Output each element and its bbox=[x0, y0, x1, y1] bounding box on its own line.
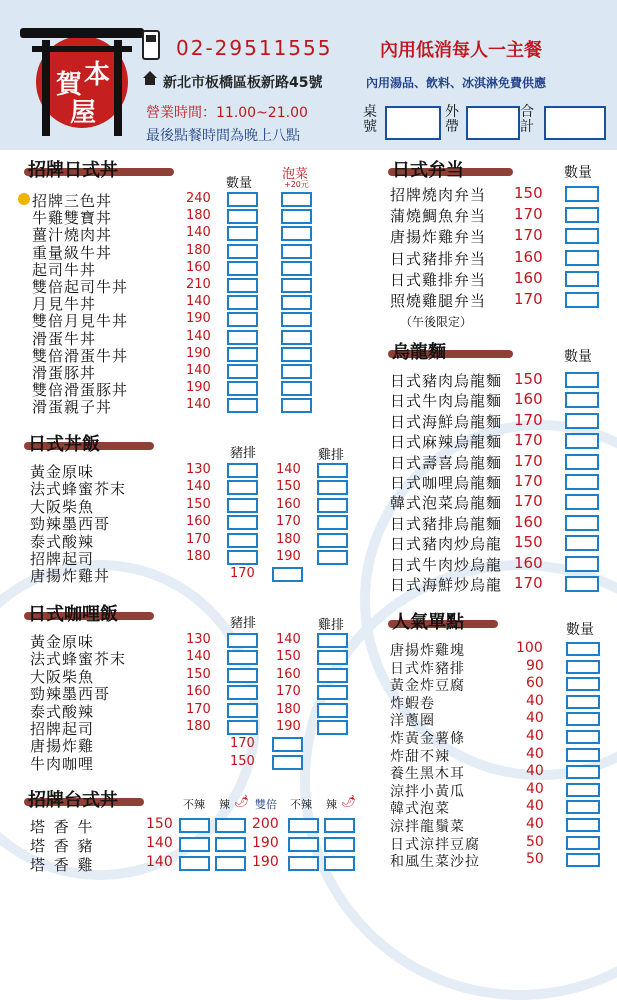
menu-item-name: 日式海鮮炒烏龍 bbox=[390, 576, 503, 594]
qty-box[interactable] bbox=[565, 556, 599, 572]
column-qty-label: 數量 bbox=[566, 622, 594, 638]
menu-item-name: 泰式酸辣 bbox=[30, 532, 95, 551]
menu-item-price: 150 bbox=[230, 753, 255, 769]
chicken-price: 170 bbox=[276, 514, 301, 530]
menu-item-price: 140 bbox=[186, 363, 211, 378]
qty-box[interactable] bbox=[566, 660, 600, 674]
qty-box[interactable] bbox=[565, 535, 599, 551]
menu-item-name: 炸蝦卷 bbox=[390, 695, 435, 712]
qty-box[interactable] bbox=[565, 372, 599, 388]
menu-item-price: 40 bbox=[526, 763, 544, 780]
chicken-price: 190 bbox=[276, 719, 301, 734]
chicken-qty-box[interactable] bbox=[317, 515, 348, 530]
menu-item-name: 重量級牛丼 bbox=[32, 243, 113, 262]
menu-item-price: 170 bbox=[514, 205, 543, 224]
business-hours: 營業時間：11.00~21.00 bbox=[146, 105, 308, 121]
menu-item-name: 起司牛丼 bbox=[32, 260, 97, 279]
menu-item-price: 100 bbox=[516, 640, 543, 656]
menu-item-name: 月見牛丼 bbox=[32, 295, 97, 314]
menu-item-name: 炸甜不辣 bbox=[390, 748, 450, 765]
menu-item-price: 170 bbox=[514, 226, 543, 245]
menu-item-name: 日式炸豬排 bbox=[390, 660, 465, 677]
column-pork-label: 豬排 bbox=[230, 616, 257, 631]
menu-item-price: 170 bbox=[514, 472, 543, 490]
column-double-label: 雙倍 bbox=[255, 798, 277, 811]
column-pork-label: 豬排 bbox=[230, 446, 257, 461]
pork-qty-box[interactable] bbox=[227, 480, 258, 495]
chicken-price: 160 bbox=[276, 496, 301, 512]
qty-box[interactable] bbox=[565, 392, 599, 408]
last-order-time: 最後點餐時間為晚上八點 bbox=[146, 128, 300, 144]
qty-box[interactable] bbox=[565, 186, 599, 202]
menu-item-price: 160 bbox=[514, 268, 543, 287]
qty-box[interactable] bbox=[272, 755, 303, 770]
chicken-qty-box[interactable] bbox=[317, 668, 348, 683]
menu-item-name: 黃金原味 bbox=[30, 463, 95, 481]
menu-item-name: 日式壽喜烏龍麵 bbox=[390, 453, 503, 472]
menu-item-name: 塔 香 豬 bbox=[30, 837, 95, 855]
chicken-price: 140 bbox=[276, 632, 301, 647]
chicken-qty-box[interactable] bbox=[317, 633, 348, 648]
chicken-price: 180 bbox=[276, 701, 301, 717]
pork-qty-box[interactable] bbox=[227, 533, 258, 548]
nospicy-qty-box[interactable] bbox=[179, 856, 210, 871]
order-field-input[interactable] bbox=[466, 106, 520, 140]
menu-item-name: 日式豬排烏龍麵 bbox=[390, 514, 503, 533]
qty-box[interactable] bbox=[565, 433, 599, 449]
torii-leg bbox=[114, 40, 122, 136]
qty-box[interactable] bbox=[566, 748, 600, 762]
qty-box[interactable] bbox=[227, 330, 258, 345]
order-field-label: 外帶 bbox=[445, 104, 459, 135]
column-kimchi-label: 泡菜 bbox=[282, 167, 309, 182]
menu-item-name: 黃金原味 bbox=[30, 633, 95, 651]
pork-qty-box[interactable] bbox=[227, 703, 258, 718]
menu-item-name: 日式涼拌豆腐 bbox=[390, 836, 480, 853]
menu-item-price: 50 bbox=[526, 833, 544, 850]
chicken-qty-box[interactable] bbox=[317, 533, 348, 548]
menu-item-name: 滑蛋豚丼 bbox=[32, 364, 97, 382]
menu-item-price: 140 bbox=[186, 328, 211, 344]
menu-item-price: 210 bbox=[186, 277, 211, 292]
menu-item-name: 日式豬肉炒烏龍 bbox=[390, 535, 503, 554]
kimchi-qty-box[interactable] bbox=[281, 261, 312, 276]
section-title-udon: 烏龍麵 bbox=[392, 342, 446, 363]
qty-box[interactable] bbox=[565, 250, 599, 266]
order-field-label: 桌號 bbox=[363, 104, 377, 135]
menu-item-name: 勁辣墨西哥 bbox=[30, 685, 111, 704]
double-spicy-qty-box[interactable] bbox=[324, 856, 355, 871]
nospicy-qty-box[interactable] bbox=[179, 818, 210, 833]
menu-item-name: 塔 香 雞 bbox=[30, 856, 95, 874]
pork-qty-box[interactable] bbox=[227, 685, 258, 700]
menu-item-name: 日式雞排弁当 bbox=[390, 270, 487, 289]
menu-item-name: 薑汁燒肉丼 bbox=[32, 226, 113, 245]
qty-box[interactable] bbox=[566, 783, 600, 797]
qty-box[interactable] bbox=[566, 818, 600, 832]
kimchi-qty-box[interactable] bbox=[281, 278, 312, 293]
menu-item-price: 140 bbox=[186, 225, 211, 241]
qty-box[interactable] bbox=[566, 642, 600, 656]
column-qty-label: 數量 bbox=[226, 176, 253, 191]
double-spicy-qty-box[interactable] bbox=[324, 818, 355, 833]
section-title-curry: 日式咖哩飯 bbox=[28, 604, 118, 625]
pork-qty-box[interactable] bbox=[227, 650, 258, 665]
kimchi-qty-box[interactable] bbox=[281, 295, 312, 310]
menu-item-price: 40 bbox=[526, 728, 544, 744]
chicken-qty-box[interactable] bbox=[317, 463, 348, 478]
section-title-donburi: 招牌日式丼 bbox=[28, 160, 118, 181]
menu-item-price: 40 bbox=[526, 710, 544, 727]
qty-box[interactable] bbox=[566, 712, 600, 726]
chicken-qty-box[interactable] bbox=[317, 498, 348, 513]
column-kimchi-note: +20元 bbox=[284, 180, 309, 189]
logo-char: 屋 bbox=[70, 98, 97, 128]
qty-box[interactable] bbox=[227, 381, 258, 396]
logo-char: 賀 bbox=[56, 70, 83, 100]
kimchi-qty-box[interactable] bbox=[281, 192, 312, 207]
menu-item-name: 招牌起司 bbox=[30, 550, 95, 568]
menu-item-name: 韓式泡菜 bbox=[390, 801, 450, 818]
menu-item-name: 雙倍起司牛丼 bbox=[32, 278, 129, 296]
kimchi-qty-box[interactable] bbox=[281, 347, 312, 362]
menu-item-price: 160 bbox=[514, 553, 543, 572]
chicken-qty-box[interactable] bbox=[317, 650, 348, 665]
min-order-tagline: 內用低消每人一主餐 bbox=[380, 40, 542, 61]
menu-item-name: 法式蜂蜜芥末 bbox=[30, 650, 127, 669]
qty-box[interactable] bbox=[227, 244, 258, 259]
menu-item-name: 日式海鮮烏龍麵 bbox=[390, 412, 503, 431]
menu-item-name: 唐揚炸雞塊 bbox=[390, 643, 465, 659]
section-title-bento: 日式弁当 bbox=[392, 160, 464, 181]
chicken-price: 150 bbox=[276, 479, 301, 495]
qty-box[interactable] bbox=[565, 576, 599, 592]
menu-item-price: 170 bbox=[514, 492, 543, 511]
menu-item-name: 日式牛肉炒烏龍 bbox=[390, 555, 503, 574]
kimchi-qty-box[interactable] bbox=[281, 226, 312, 241]
qty-box[interactable] bbox=[227, 364, 258, 379]
menu-item-price: 40 bbox=[526, 798, 544, 815]
menu-item-price: 170 bbox=[514, 410, 543, 429]
double-nospicy-qty-box[interactable] bbox=[288, 856, 319, 871]
chicken-qty-box[interactable] bbox=[317, 685, 348, 700]
qty-box[interactable] bbox=[227, 278, 258, 293]
torii-top bbox=[20, 28, 144, 38]
menu-item-name: 蒲燒鯛魚弁当 bbox=[390, 207, 487, 226]
qty-box[interactable] bbox=[227, 347, 258, 362]
menu-item-price: 170 bbox=[514, 431, 543, 450]
menu-item-name: 涼拌小黃瓜 bbox=[390, 783, 465, 800]
menu-item-name: 滑蛋親子丼 bbox=[32, 398, 113, 417]
double-price: 190 bbox=[252, 854, 279, 870]
chicken-qty-box[interactable] bbox=[317, 703, 348, 718]
section-title-sides: 人氣單點 bbox=[392, 612, 464, 633]
phone-icon bbox=[142, 30, 160, 60]
menu-item-price: 170 bbox=[230, 566, 255, 582]
menu-item-name: 養生黑木耳 bbox=[390, 766, 465, 783]
qty-box[interactable] bbox=[566, 765, 600, 779]
menu-item-price: 40 bbox=[526, 692, 544, 709]
menu-item-price: 160 bbox=[514, 247, 543, 266]
qty-box[interactable] bbox=[227, 261, 258, 276]
qty-box[interactable] bbox=[227, 192, 258, 207]
qty-box[interactable] bbox=[566, 836, 600, 850]
double-price: 190 bbox=[252, 835, 279, 851]
menu-item-name: 日式豬排弁当 bbox=[390, 249, 487, 268]
menu-item-name: 唐揚炸雞 bbox=[30, 737, 95, 756]
menu-item-price: 190 bbox=[186, 345, 211, 361]
menu-item-price: 140 bbox=[186, 294, 211, 310]
qty-box[interactable] bbox=[566, 677, 600, 691]
qty-box[interactable] bbox=[272, 567, 303, 582]
qty-box[interactable] bbox=[565, 413, 599, 429]
menu-item-price: 50 bbox=[526, 851, 544, 868]
menu-item-price: 90 bbox=[526, 657, 544, 674]
menu-item-name: 大阪柴魚 bbox=[30, 497, 95, 516]
pork-price: 140 bbox=[186, 479, 211, 495]
qty-box[interactable] bbox=[566, 853, 600, 867]
chicken-qty-box[interactable] bbox=[317, 720, 348, 735]
kimchi-qty-box[interactable] bbox=[281, 398, 312, 413]
menu-item-name: 唐揚炸雞丼 bbox=[30, 567, 111, 586]
column-nospicy-label: 不辣 bbox=[183, 798, 205, 811]
qty-box[interactable] bbox=[227, 226, 258, 241]
menu-item-name: 雙倍滑蛋牛丼 bbox=[32, 346, 129, 365]
spicy-qty-box[interactable] bbox=[215, 856, 246, 871]
kimchi-qty-box[interactable] bbox=[281, 244, 312, 259]
menu-item-price: 150 bbox=[146, 816, 173, 832]
chicken-price: 160 bbox=[276, 666, 301, 682]
pork-qty-box[interactable] bbox=[227, 720, 258, 735]
qty-box[interactable] bbox=[565, 207, 599, 223]
pork-price: 130 bbox=[186, 462, 211, 477]
qty-box[interactable] bbox=[565, 292, 599, 308]
menu-item-name: 日式麻辣烏龍麵 bbox=[390, 433, 503, 452]
menu-item-name: 雙倍滑蛋豚丼 bbox=[32, 381, 129, 400]
menu-item-name: 招牌燒肉弁当 bbox=[390, 186, 487, 204]
chicken-price: 140 bbox=[276, 462, 301, 477]
menu-item-price: 150 bbox=[514, 533, 543, 552]
chicken-price: 180 bbox=[276, 531, 301, 547]
menu-item-price: 190 bbox=[186, 311, 211, 327]
kimchi-qty-box[interactable] bbox=[281, 312, 312, 327]
menu-item-price: 140 bbox=[146, 835, 173, 851]
featured-icon bbox=[18, 193, 30, 205]
menu-item-price: 40 bbox=[526, 780, 544, 797]
menu-item-name: 涼拌龍鬚菜 bbox=[390, 819, 465, 835]
column-spicy-label: 辣 bbox=[219, 798, 230, 811]
menu-item-price: 190 bbox=[186, 380, 211, 396]
column-chicken-label: 雞排 bbox=[318, 618, 345, 633]
menu-item-price: 40 bbox=[526, 745, 544, 762]
qty-box[interactable] bbox=[565, 515, 599, 531]
address: 新北市板橋區板新路45號 bbox=[163, 75, 323, 91]
chicken-price: 170 bbox=[276, 684, 301, 700]
qty-box[interactable] bbox=[565, 271, 599, 287]
pork-qty-box[interactable] bbox=[227, 463, 258, 478]
menu-item-name: 牛雞雙寶丼 bbox=[32, 209, 113, 228]
pork-qty-box[interactable] bbox=[227, 550, 258, 565]
menu-item-price: 160 bbox=[514, 390, 543, 409]
qty-box[interactable] bbox=[565, 494, 599, 510]
home-icon bbox=[142, 70, 158, 86]
menu-item-name: 日式牛肉烏龍麵 bbox=[390, 392, 503, 411]
menu-item-price: 160 bbox=[514, 512, 543, 531]
menu-item-name: 照燒雞腿弁当 bbox=[390, 292, 487, 310]
menu-item-price: 160 bbox=[186, 259, 211, 275]
section-title-taiwan: 招牌台式丼 bbox=[28, 790, 118, 811]
pork-qty-box[interactable] bbox=[227, 633, 258, 648]
kimchi-qty-box[interactable] bbox=[281, 381, 312, 396]
pork-price: 170 bbox=[186, 531, 211, 547]
order-field-input[interactable] bbox=[544, 106, 606, 140]
phone-number: 02-29511555 bbox=[176, 36, 333, 60]
menu-item-name: 勁辣墨西哥 bbox=[30, 515, 111, 534]
torii-leg bbox=[42, 40, 50, 136]
menu-item-price: 150 bbox=[514, 370, 543, 388]
qty-box[interactable] bbox=[566, 730, 600, 744]
qty-box[interactable] bbox=[565, 228, 599, 244]
qty-box[interactable] bbox=[565, 474, 599, 490]
qty-box[interactable] bbox=[227, 295, 258, 310]
double-spicy-qty-box[interactable] bbox=[324, 837, 355, 852]
menu-item-price: 170 bbox=[514, 574, 543, 592]
pork-price: 150 bbox=[186, 666, 211, 682]
menu-item-name: 日式咖哩烏龍麵 bbox=[390, 474, 503, 492]
menu-item-price: 40 bbox=[526, 816, 544, 832]
menu-item-name: 牛肉咖哩 bbox=[30, 754, 95, 773]
menu-item-price: 140 bbox=[186, 397, 211, 413]
nospicy-qty-box[interactable] bbox=[179, 837, 210, 852]
menu-item-name: 泰式酸辣 bbox=[30, 702, 95, 721]
menu-item-name: 大阪柴魚 bbox=[30, 667, 95, 686]
double-nospicy-qty-box[interactable] bbox=[288, 837, 319, 852]
menu-item-name: 滑蛋牛丼 bbox=[32, 329, 97, 348]
qty-box[interactable] bbox=[566, 695, 600, 709]
kimchi-qty-box[interactable] bbox=[281, 364, 312, 379]
qty-box[interactable] bbox=[227, 209, 258, 224]
free-items-note: 內用湯品、飲料、冰淇淋免費供應 bbox=[366, 76, 547, 90]
chicken-price: 150 bbox=[276, 649, 301, 665]
pork-qty-box[interactable] bbox=[227, 515, 258, 530]
chicken-qty-box[interactable] bbox=[317, 550, 348, 565]
menu-item-name: 洋蔥圈 bbox=[390, 713, 435, 730]
column-chicken-label: 雞排 bbox=[318, 448, 345, 463]
column-nospicy-label: 不辣 bbox=[290, 798, 312, 811]
pork-price: 180 bbox=[186, 719, 211, 734]
bento-note: （午後限定） bbox=[400, 315, 473, 329]
qty-box[interactable] bbox=[272, 737, 303, 752]
menu-item-price: 180 bbox=[186, 208, 211, 224]
kimchi-qty-box[interactable] bbox=[281, 209, 312, 224]
menu-item-name: 招牌三色丼 bbox=[32, 192, 113, 210]
chicken-qty-box[interactable] bbox=[317, 480, 348, 495]
chicken-price: 190 bbox=[276, 549, 301, 564]
menu-item-name: 和風生菜沙拉 bbox=[390, 854, 480, 871]
chili-icon: 🌶 bbox=[234, 794, 250, 808]
menu-item-price: 170 bbox=[514, 451, 543, 470]
double-nospicy-qty-box[interactable] bbox=[288, 818, 319, 833]
menu-item-price: 180 bbox=[186, 242, 211, 258]
menu-item-name: 唐揚炸雞弁当 bbox=[390, 228, 487, 247]
menu-item-name: 招牌起司 bbox=[30, 720, 95, 738]
order-field-input[interactable] bbox=[385, 106, 441, 140]
pork-price: 160 bbox=[186, 514, 211, 530]
menu-item-name: 韓式泡菜烏龍麵 bbox=[390, 494, 503, 513]
menu-item-price: 170 bbox=[514, 290, 543, 308]
column-qty-label: 數量 bbox=[564, 165, 592, 181]
kimchi-qty-box[interactable] bbox=[281, 330, 312, 345]
column-qty-label: 數量 bbox=[564, 349, 592, 365]
double-price: 200 bbox=[252, 816, 279, 832]
logo-char: 本 bbox=[84, 60, 111, 90]
chili-icon: 🌶 bbox=[341, 794, 357, 808]
menu-item-price: 150 bbox=[514, 184, 543, 202]
pork-qty-box[interactable] bbox=[227, 668, 258, 683]
menu-item-price: 170 bbox=[230, 736, 255, 752]
order-field-label: 合計 bbox=[520, 104, 534, 135]
column-spicy-label: 辣 bbox=[326, 798, 337, 811]
spicy-qty-box[interactable] bbox=[215, 818, 246, 833]
menu-item-name: 日式豬肉烏龍麵 bbox=[390, 372, 503, 390]
qty-box[interactable] bbox=[227, 398, 258, 413]
qty-box[interactable] bbox=[227, 312, 258, 327]
menu-item-name: 雙倍月見牛丼 bbox=[32, 312, 129, 331]
pork-qty-box[interactable] bbox=[227, 498, 258, 513]
menu-item-name: 黃金炸豆腐 bbox=[390, 678, 465, 695]
menu-item-price: 240 bbox=[186, 191, 211, 206]
menu-item-name: 炸黃金薯條 bbox=[390, 731, 465, 747]
section-title-donfan: 日式丼飯 bbox=[28, 434, 100, 455]
menu-item-price: 140 bbox=[146, 854, 173, 870]
pork-price: 180 bbox=[186, 549, 211, 564]
qty-box[interactable] bbox=[566, 800, 600, 814]
pork-price: 130 bbox=[186, 632, 211, 647]
menu-item-name: 法式蜂蜜芥末 bbox=[30, 480, 127, 499]
menu-item-name: 塔 香 牛 bbox=[30, 818, 95, 836]
pork-price: 160 bbox=[186, 684, 211, 700]
pork-price: 170 bbox=[186, 701, 211, 717]
spicy-qty-box[interactable] bbox=[215, 837, 246, 852]
pork-price: 140 bbox=[186, 649, 211, 665]
pork-price: 150 bbox=[186, 496, 211, 512]
menu-item-price: 60 bbox=[526, 675, 544, 692]
qty-box[interactable] bbox=[565, 454, 599, 470]
